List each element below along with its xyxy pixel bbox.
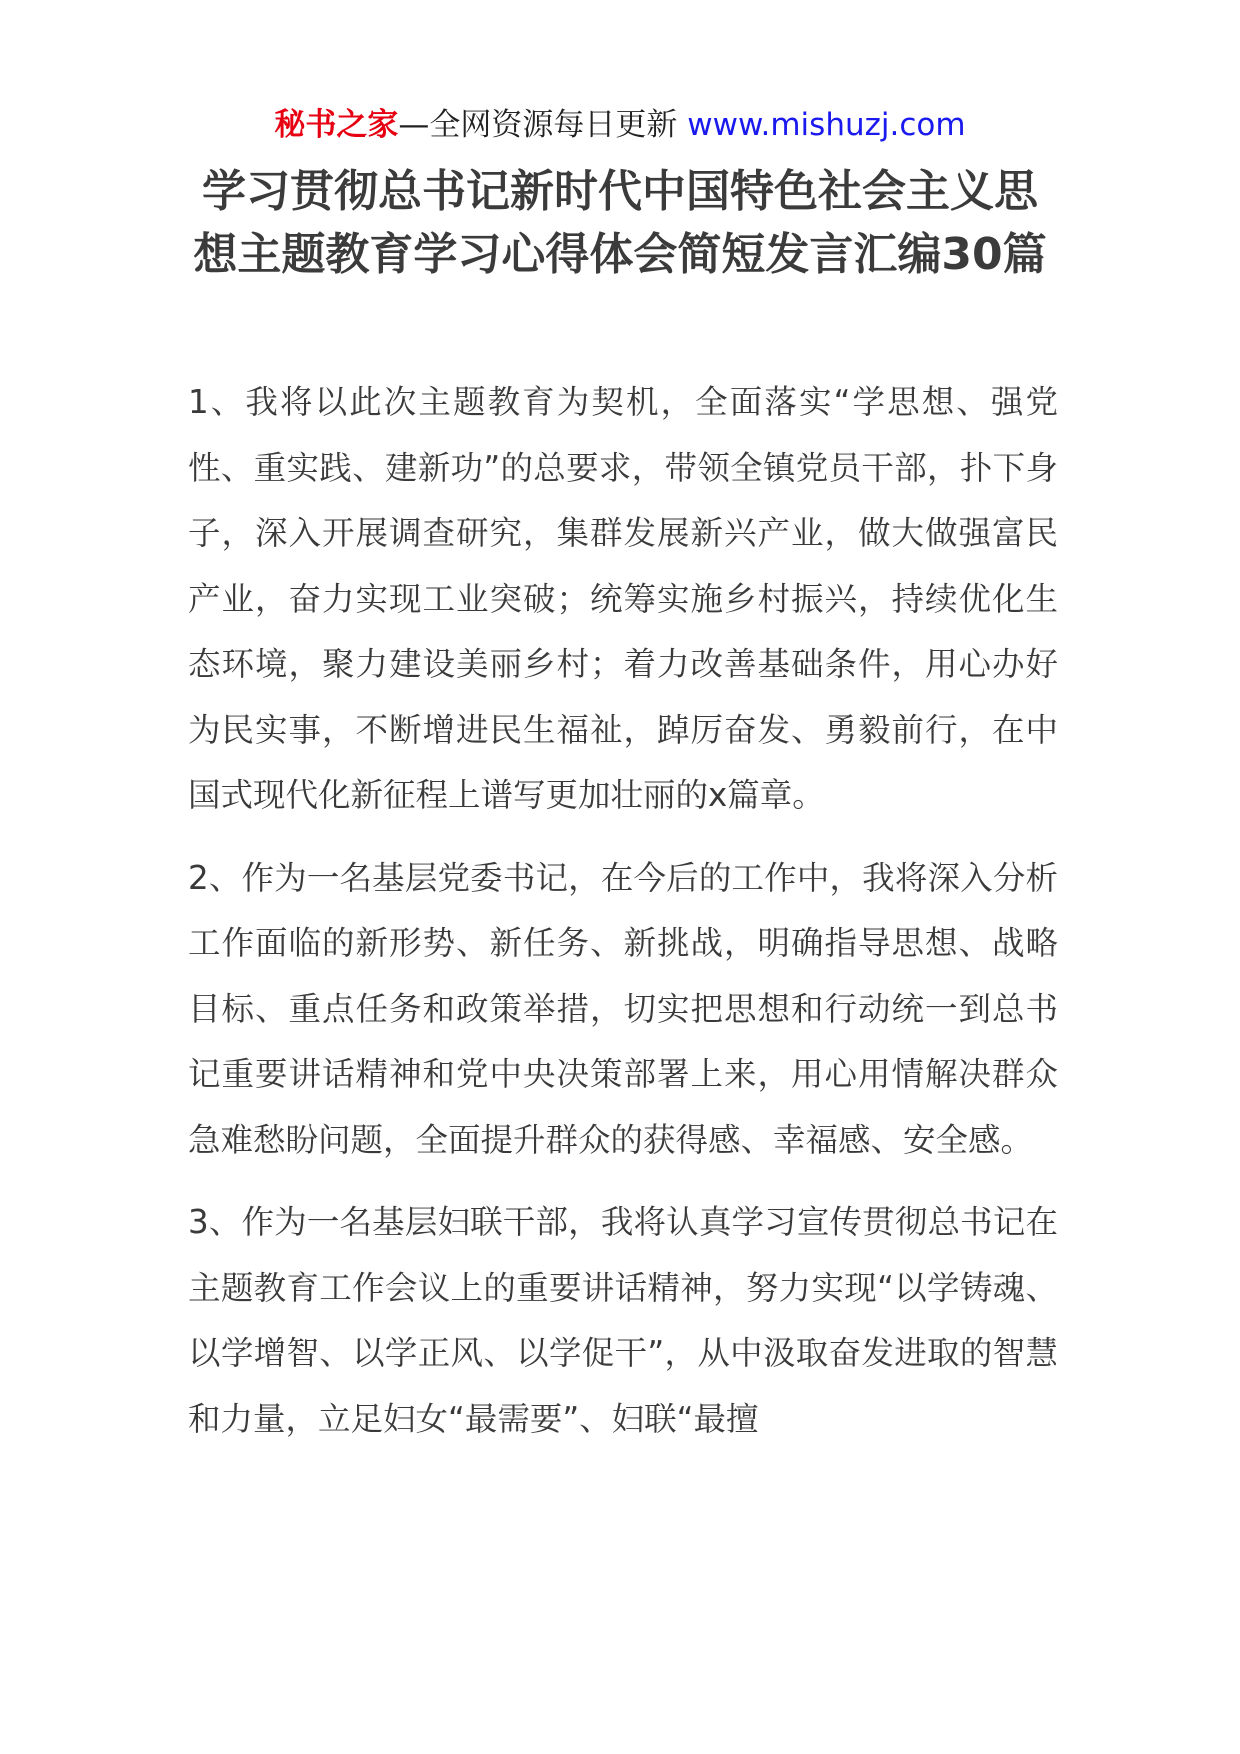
site-tagline: —全网资源每日更新: [398, 107, 688, 143]
site-url-link[interactable]: www.mishuzj.com: [687, 107, 966, 143]
document-body: [188, 370, 1058, 1469]
document-title: 学习贯彻总书记新时代中国特色社会主义思想主题教育学习心得体会简短发言汇编30篇: [193, 166, 1047, 280]
site-header: [0, 103, 1240, 147]
paragraph-1: 1、我将以此次主题教育为契机，全面落实“学思想、强党性、重实践、建新功”的总要求，带领全镇党员干部，扑下身子，深入开展调查研究，集群发展新兴产业，做大做强富民产业，奋力实现工业突破；统筹实施乡村振兴，持续优化生态环境，聚力建设美丽乡村；着力改善基础条件，用心办好为民实事，不断增进民生福祉，踔厉奋发、勇毅前行，在中国式现代化新征程上谱写更加壮丽的x篇章。: [188, 383, 1058, 814]
paragraph-2: 2、作为一名基层党委书记，在今后的工作中，我将深入分析工作面临的新形势、新任务、新挑战，明确指导思想、战略目标、重点任务和政策举措，切实把思想和行动统一到总书记重要讲话精神和党中央决策部署上来，用心用情解决群众急难愁盼问题，全面提升群众的获得感、幸福感、安全感。: [188, 858, 1058, 1159]
site-name: 秘书之家: [274, 107, 399, 143]
paragraph-3: 3、作为一名基层妇联干部，我将认真学习宣传贯彻总书记在主题教育工作会议上的重要讲话精神，努力实现“以学铸魂、以学增智、以学正风、以学促干”，从中汲取奋发进取的智慧和力量，立足妇女“最需要”、妇联“最擅: [188, 1203, 1058, 1438]
